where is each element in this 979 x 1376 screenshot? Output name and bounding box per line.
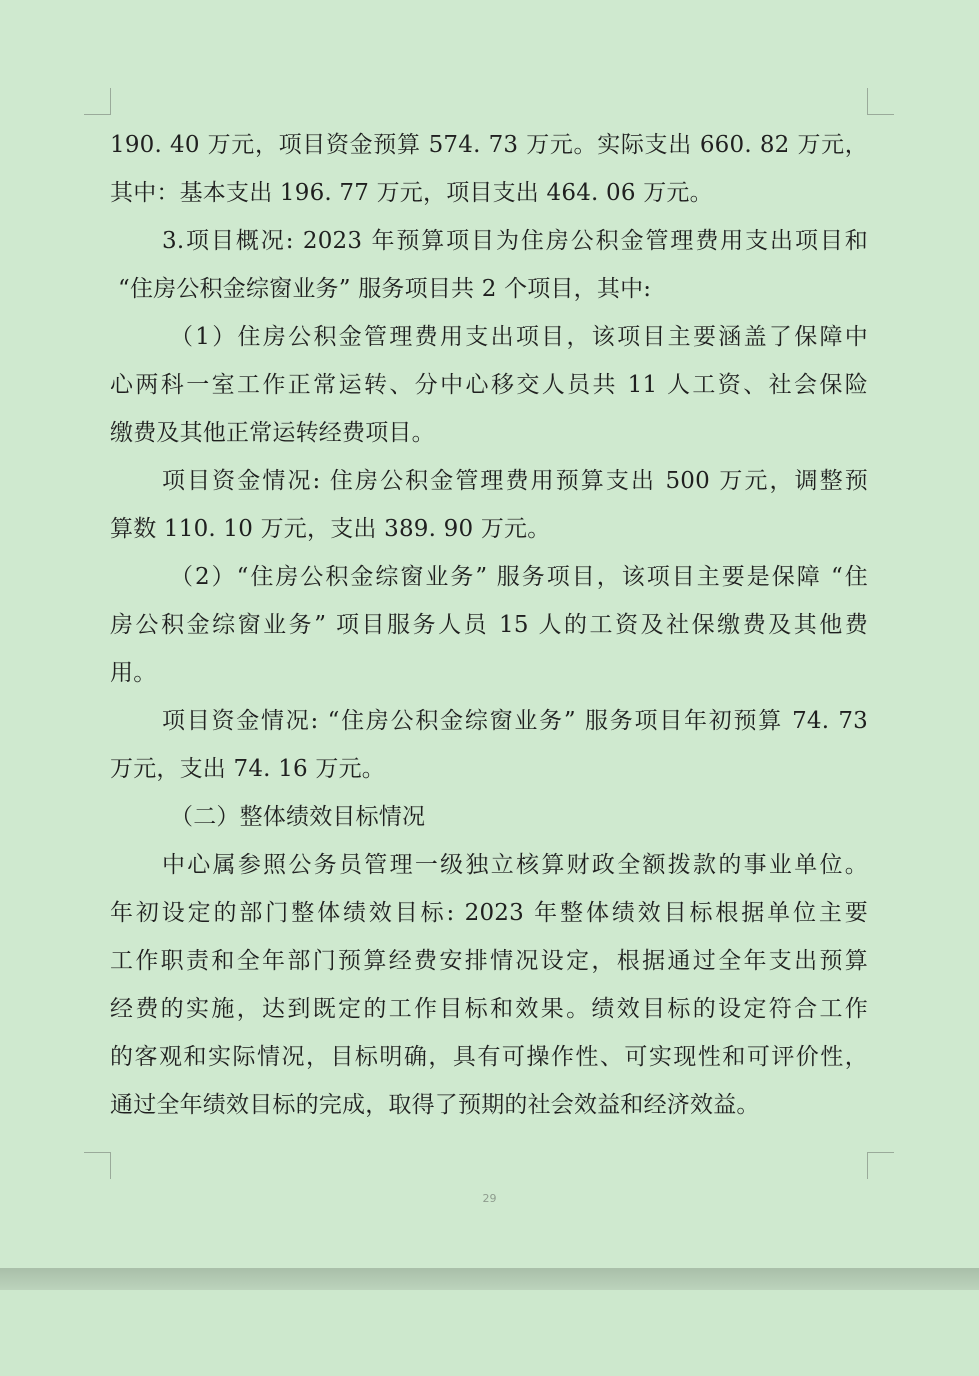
- text-line: 项目资金情况: 住房公积金管理费用预算支出 500 万元，调整预: [162, 468, 868, 494]
- text-line: 工作职责和全年部门预算经费安排情况设定，根据通过全年支出预算: [110, 948, 868, 974]
- text-line: 其中：基本支出 196. 77 万元，项目支出 464. 06 万元。: [110, 180, 713, 206]
- text-line: 经费的实施，达到既定的工作目标和效果。绩效目标的设定符合工作: [110, 996, 868, 1022]
- text-line: 用。: [110, 660, 157, 686]
- text-line: （2）“住房公积金综窗业务” 服务项目，该项目主要是保障 “住: [170, 564, 868, 590]
- page-number: 29: [482, 1192, 497, 1205]
- page-gap: [0, 1268, 979, 1290]
- text-line: 缴费及其他正常运转经费项目。: [110, 420, 435, 446]
- text-line: 心两科一室工作正常运转、分中心移交人员共 11 人工资、社会保险: [110, 372, 868, 398]
- text-line: 3.项目概况: 2023 年预算项目为住房公积金管理费用支出项目和: [162, 228, 868, 254]
- crop-mark-bottom-left: [84, 1152, 111, 1179]
- text-line: 项目资金情况: “住房公积金综窗业务” 服务项目年初预算 74. 73: [162, 708, 868, 734]
- text-line: 年初设定的部门整体绩效目标: 2023 年整体绩效目标根据单位主要: [110, 900, 868, 926]
- text-line: 190. 40 万元，项目资金预算 574. 73 万元。实际支出 660. 82 万元，: [110, 132, 868, 158]
- body-text: [110, 121, 868, 1129]
- text-line: （1）住房公积金管理费用支出项目，该项目主要涵盖了保障中: [170, 324, 868, 350]
- text-line: 房公积金综窗业务” 项目服务人员 15 人的工资及社保缴费及其他费: [110, 612, 868, 638]
- text-line: 通过全年绩效目标的完成，取得了预期的社会效益和经济效益。: [110, 1092, 760, 1118]
- text-line: “住房公积金综窗业务” 服务项目共 2 个项目，其中:: [118, 276, 652, 302]
- text-line: 的客观和实际情况，目标明确，具有可操作性、可实现性和可评价性，: [110, 1044, 868, 1070]
- next-page-area: [0, 1290, 979, 1376]
- text-line: 万元，支出 74. 16 万元。: [110, 756, 385, 782]
- text-line: 算数 110. 10 万元，支出 389. 90 万元。: [110, 516, 551, 542]
- crop-mark-top-right: [867, 88, 894, 115]
- crop-mark-bottom-right: [867, 1152, 894, 1179]
- text-line: 中心属参照公务员管理一级独立核算财政全额拨款的事业单位。: [162, 852, 868, 878]
- section-heading: （二）整体绩效目标情况: [170, 804, 426, 830]
- crop-mark-top-left: [84, 88, 111, 115]
